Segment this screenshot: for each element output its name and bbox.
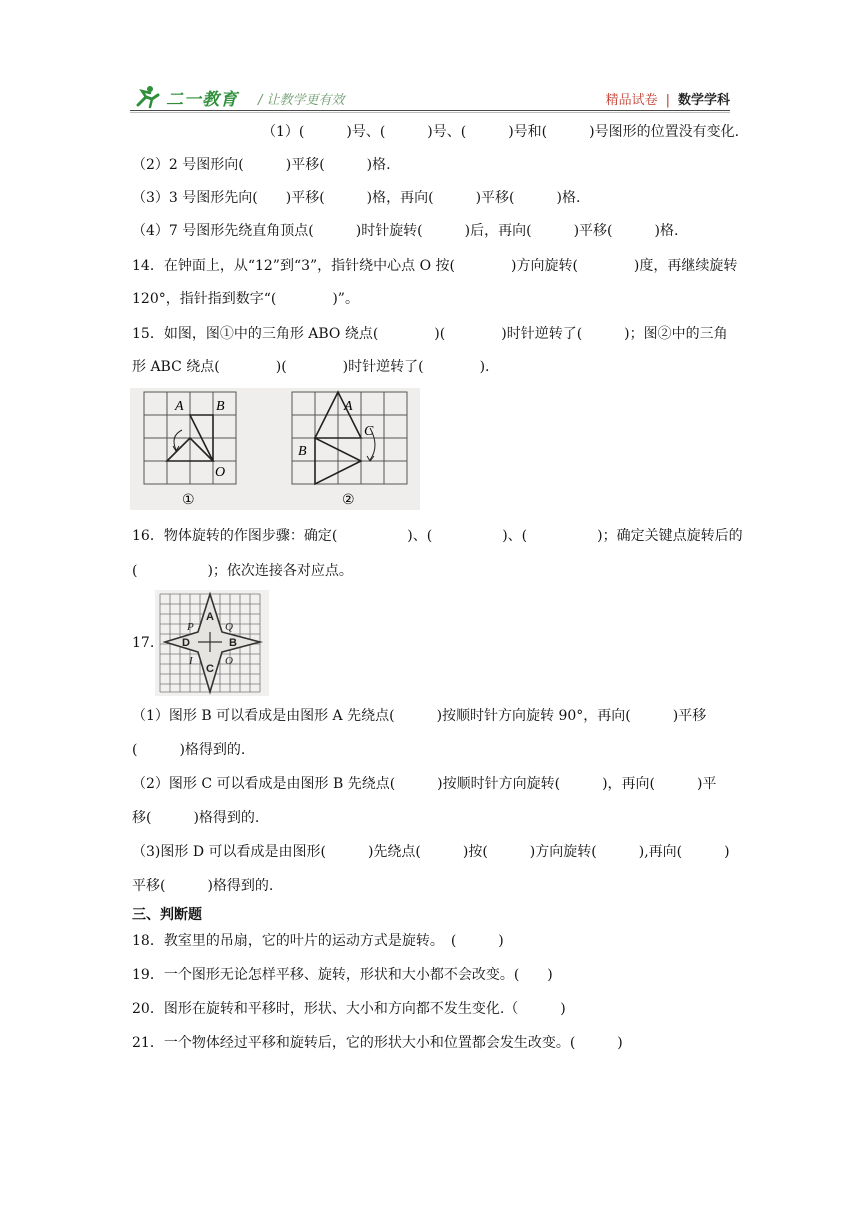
q18: 18．教室里的吊扇，它的叶片的运动方式是旋转。 ( )	[132, 933, 504, 949]
fig15-1-label-b: B	[216, 399, 225, 414]
fig15-2-label-c: C	[364, 424, 374, 439]
q17-item-2-line-2: 移( )格得到的.	[132, 810, 260, 826]
q17-item-3-line-1: （3)图形 D 可以看成是由图形( )先绕点( )按( )方向旋转( ),再向( )	[132, 844, 730, 860]
q13-item-1: （1）( )号、( )号、( )号和( )号图形的位置没有变化.	[262, 124, 740, 140]
fig17-label-p: P	[187, 621, 194, 633]
q19: 19．一个图形无论怎样平移、旋转，形状和大小都不会改变。( )	[132, 967, 553, 983]
header-rule-thin	[130, 112, 730, 113]
q15-line-1: 15．如图，图①中的三角形 ABO 绕点( )( )时针逆转了( )；图②中的三角	[132, 326, 728, 342]
brand-name: 二一教育	[166, 89, 238, 110]
q16-line-1: 16．物体旋转的作图步骤：确定( )、( )、( )；确定关键点旋转后的	[132, 528, 743, 544]
fig15-1-label-o: O	[215, 465, 226, 480]
q17-item-1-line-2: ( )格得到的.	[132, 742, 246, 758]
q13-item-3: （3）3 号图形先向( )平移( )格，再向( )平移( )格.	[132, 190, 581, 206]
fig15-2-label-a: A	[344, 399, 353, 414]
subject-label: 数学学科	[677, 93, 730, 108]
q13-item-4: （4）7 号图形先绕直角顶点( )时针旋转( )后，再向( )平移( )格.	[132, 223, 679, 239]
q14-line-2: 120°，指针指到数字“( )”。	[132, 291, 359, 307]
q13-item-2: （2）2 号图形向( )平移( )格.	[132, 157, 391, 173]
runner-logo-icon	[130, 85, 164, 109]
fig15-1-label-a: A	[175, 399, 184, 414]
figure-17	[155, 590, 269, 696]
header-separator: |	[665, 93, 670, 108]
q21: 21．一个物体经过平移和旋转后，它的形状大小和位置都会发生改变。( )	[132, 1035, 623, 1051]
fig17-label-d: D	[182, 637, 190, 649]
fig17-label-o: O	[225, 655, 233, 667]
section-3-heading: 三、判断题	[132, 907, 202, 923]
figure-15	[130, 388, 420, 510]
q17-item-2-line-1: （2）图形 C 可以看成是由图形 B 先绕点( )按顺时针方向旋转( )，再向( )平	[132, 776, 717, 792]
q14-line-1: 14．在钟面上，从“12”到“3”，指针绕中心点 O 按( )方向旋转( )度，再继续旋转	[132, 258, 738, 274]
fig17-label-c: C	[206, 663, 214, 675]
figure-15-drawing	[130, 388, 420, 510]
fig15-2-label-b: B	[298, 444, 307, 459]
q20: 20．图形在旋转和平移时，形状、大小和方向都不发生变化.（ )	[132, 1001, 566, 1017]
q17-number: 17.	[132, 635, 155, 651]
tag-label: 精品试卷	[605, 93, 658, 108]
fig15-2-caption: ②	[342, 492, 355, 508]
figure-17-drawing	[155, 590, 269, 696]
fig15-1-caption: ①	[182, 492, 195, 508]
q16-line-2: ( )；依次连接各对应点。	[132, 563, 353, 579]
brand-logo	[130, 84, 238, 110]
slogan: / 让教学更有效	[258, 93, 345, 108]
fig17-label-a: A	[206, 611, 214, 623]
fig17-label-q: Q	[225, 621, 233, 633]
fig17-label-b: B	[229, 637, 237, 649]
q15-line-2: 形 ABC 绕点( )( )时针逆转了( ).	[132, 359, 490, 375]
page-header	[130, 84, 730, 110]
q17-item-1-line-1: （1）图形 B 可以看成是由图形 A 先绕点( )按顺时针方向旋转 90°，再向( )平移	[132, 708, 707, 724]
star-shape	[165, 594, 260, 692]
header-right	[606, 89, 730, 108]
header-rule	[130, 110, 730, 111]
q17-item-3-line-2: 平移( )格得到的.	[132, 878, 274, 894]
fig17-label-i: I	[189, 655, 193, 667]
